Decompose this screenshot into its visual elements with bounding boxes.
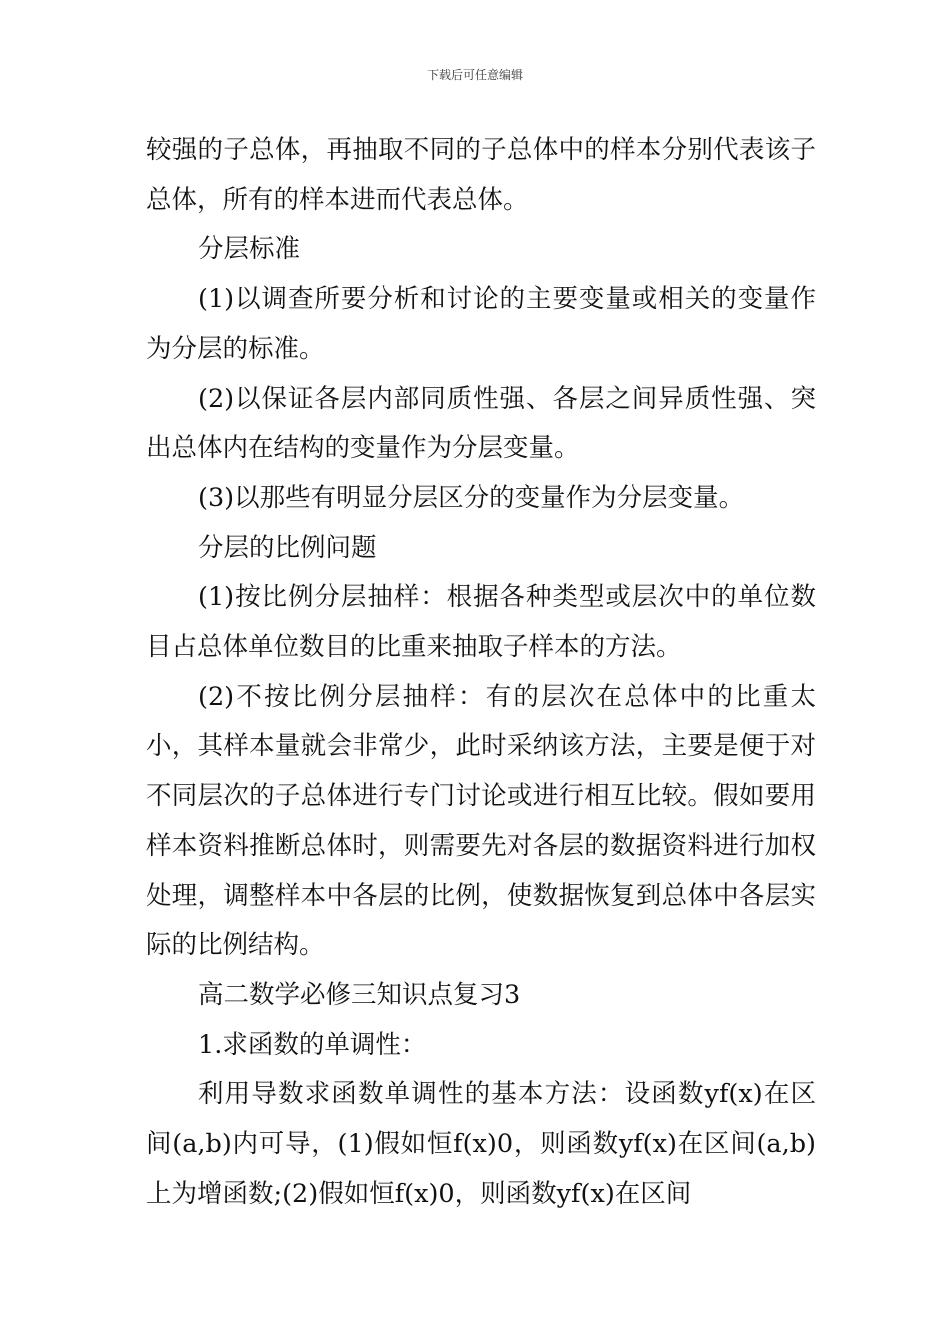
paragraph: 较强的子总体，再抽取不同的子总体中的样本分别代表该子总体，所有的样本进而代表总体。 <box>146 135 816 215</box>
page-header: 下载后可任意编辑 <box>426 68 523 82</box>
paragraph: 利用导数求函数单调性的基本方法：设函数yf(x)在区间(a,b)内可导，(1)假如恒f(x)0，则函数yf(x)在区间(a,b)上为增函数;(2)假如恒f(x)0，则函数yf(x)在区间 <box>146 1079 816 1209</box>
paragraph: (2)以保证各层内部同质性强、各层之间异质性强、突出总体内在结构的变量作为分层变量。 <box>146 383 816 464</box>
document-body <box>146 126 816 1219</box>
paragraph: (3)以那些有明显分层区分的变量作为分层变量。 <box>198 482 745 513</box>
list-item-heading: 1.求函数的单调性： <box>198 1029 427 1060</box>
paragraph: (1)以调查所要分析和讨论的主要变量或相关的变量作为分层的标准。 <box>146 284 816 364</box>
section-heading-review-3: 高二数学必修三知识点复习3 <box>198 979 521 1010</box>
section-heading-stratification-standard: 分层标准 <box>198 234 301 265</box>
paragraph: (1)按比例分层抽样：根据各种类型或层次中的单位数目占总体单位数目的比重来抽取子样本的方法。 <box>146 582 816 663</box>
paragraph: (2)不按比例分层抽样：有的层次在总体中的比重太小，其样本量就会非常少，此时采纳该方法，主要是便于对不同层次的子总体进行专门讨论或进行相互比较。假如要用样本资料推断总体时，则需要先对各层的数据资料进行加权处理，调整样本中各层的比例，使数据恢复到总体中各层实际的比例结构。 <box>146 681 816 961</box>
section-heading-stratification-ratio: 分层的比例问题 <box>198 532 377 563</box>
